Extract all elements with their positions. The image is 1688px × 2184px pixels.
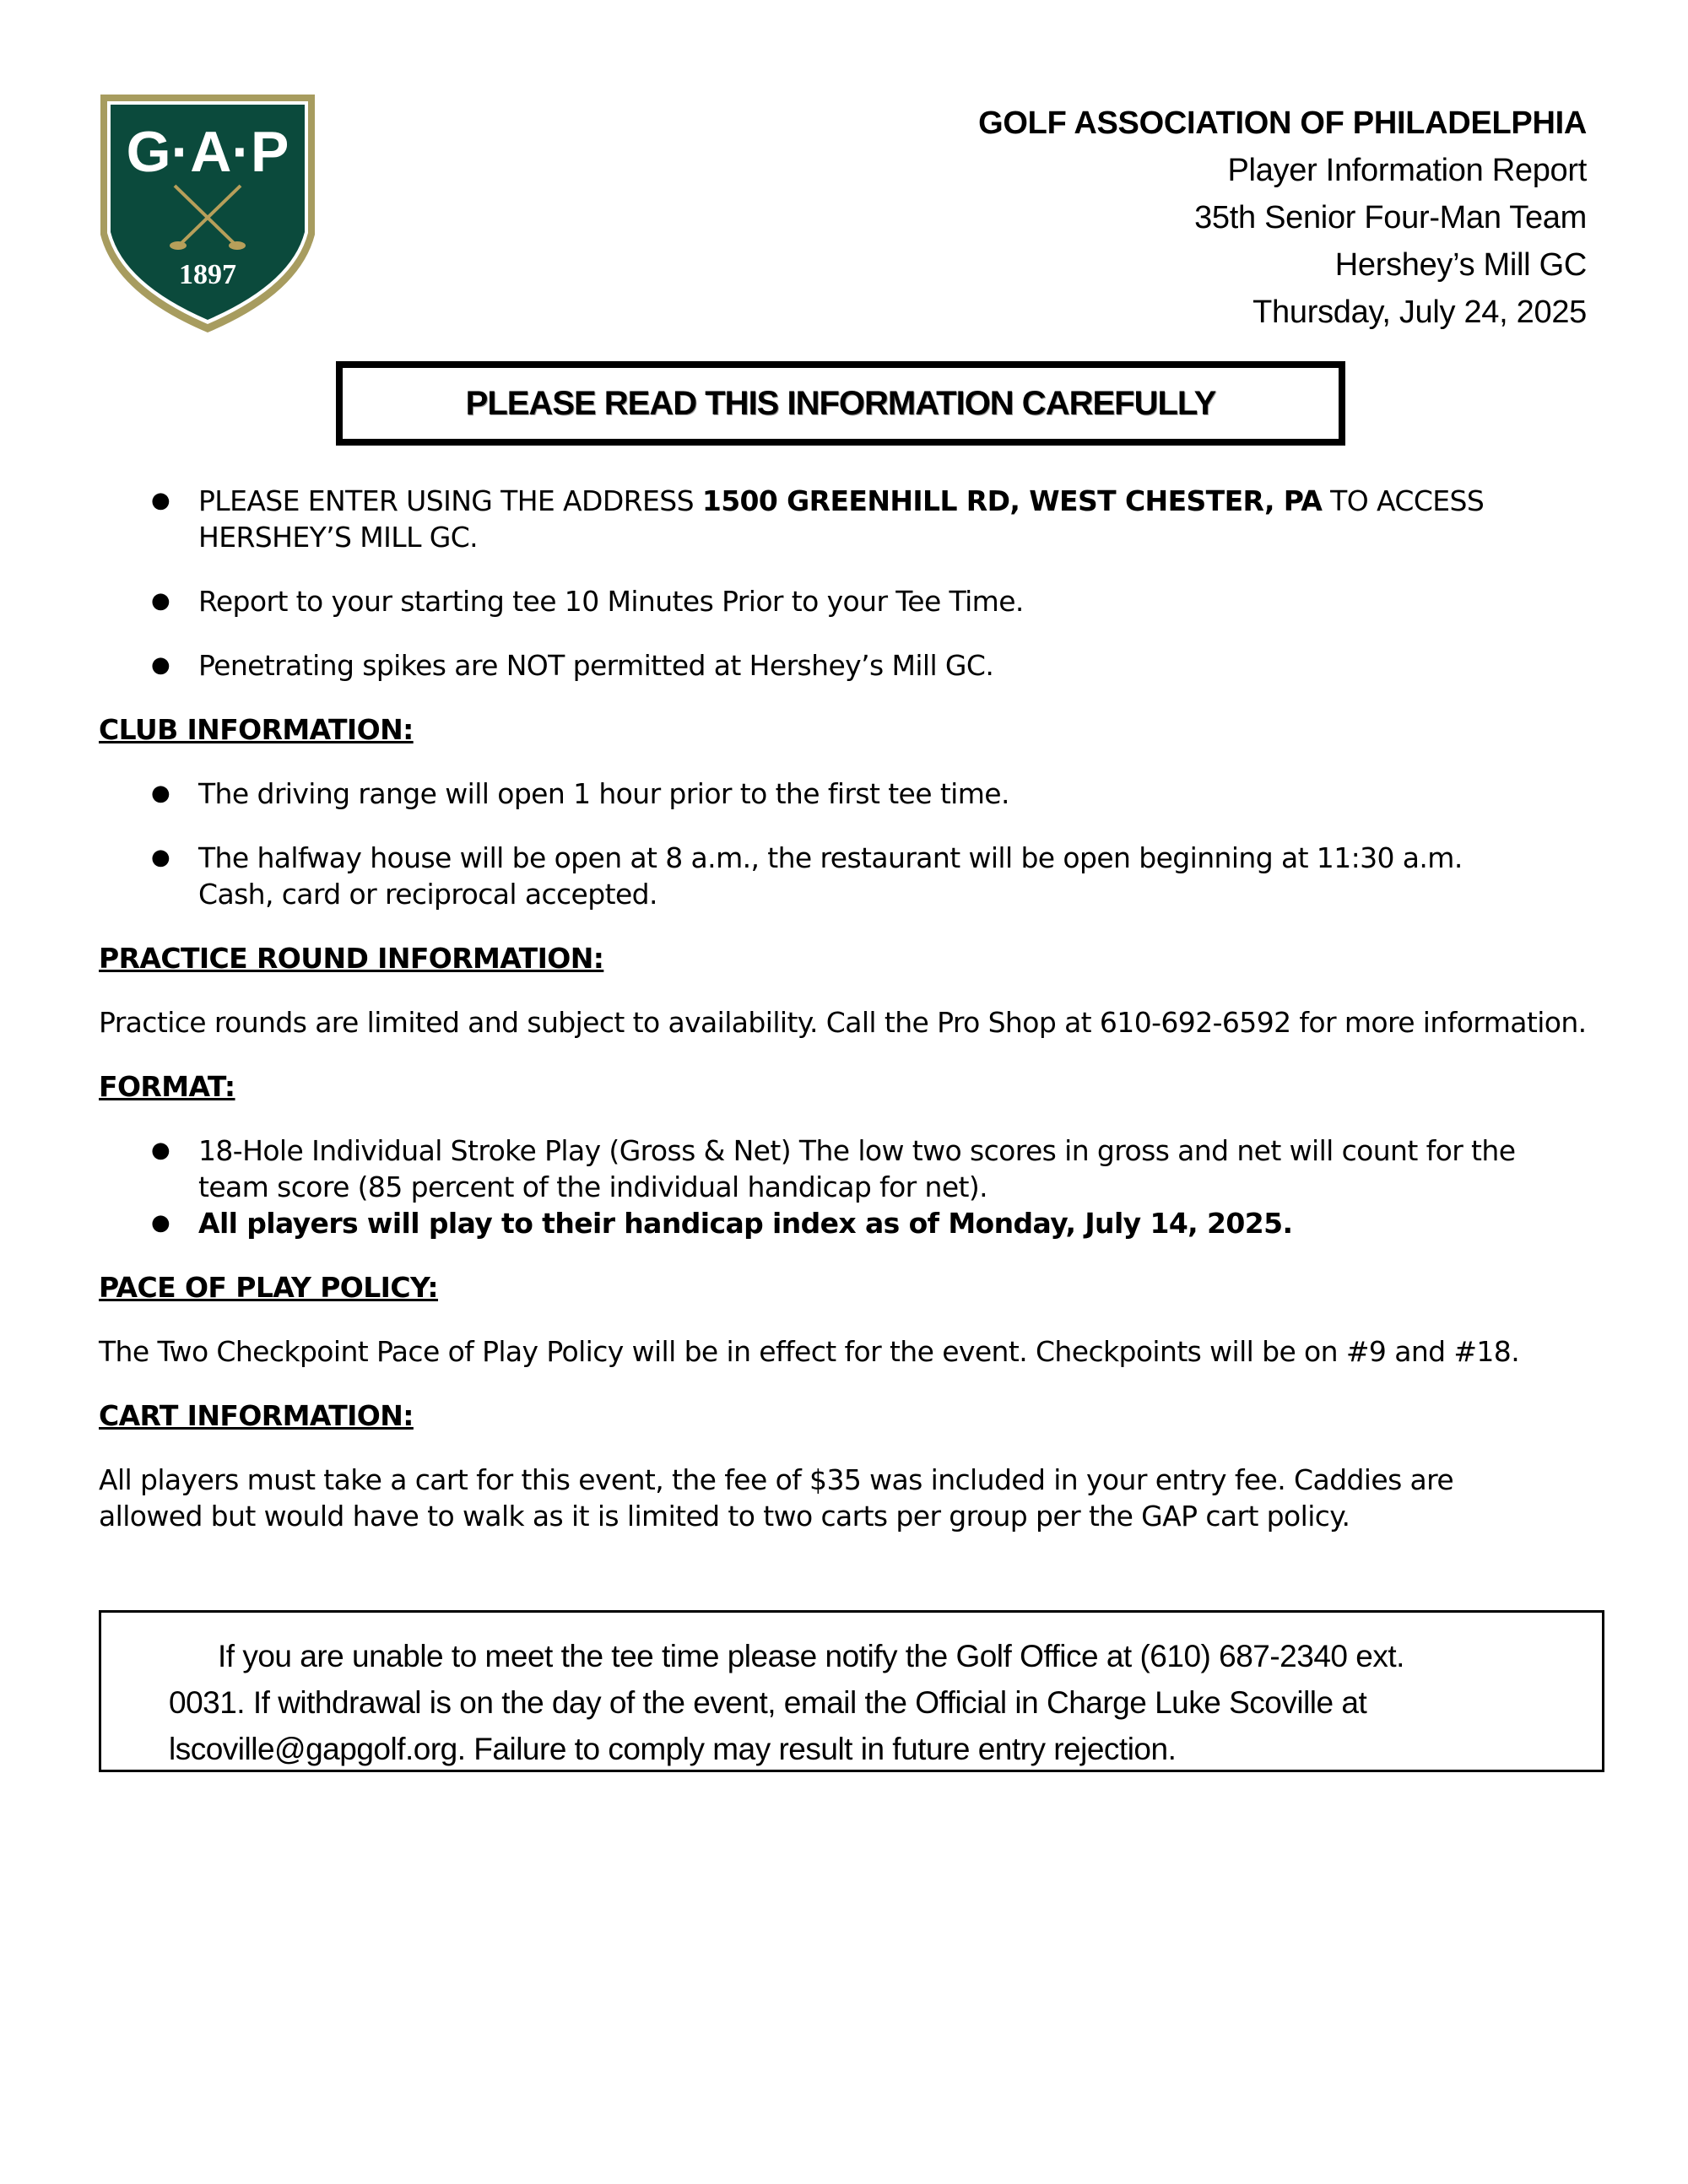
cart-information-text: All players must take a cart for this event, the fee of $35 was included in your entry fee. Caddies are allowed but would have to walk as it is limited to two carts per group per the GAP cart policy.: [99, 1463, 1454, 1533]
bullet-icon: ●: [151, 588, 170, 614]
bullet-icon: ●: [151, 652, 170, 678]
read-carefully-banner: [336, 361, 1345, 446]
practice-round-heading: PRACTICE ROUND INFORMATION:: [99, 942, 604, 975]
bullet-icon: ●: [151, 1138, 170, 1163]
organization-name: GOLF ASSOCIATION OF PHILADELPHIA: [978, 105, 1587, 141]
withdrawal-notice-line: If you are unable to meet the tee time please notify the Golf Office at (610) 687-2340 ext.: [218, 1639, 1404, 1673]
report-title: Player Information Report: [1227, 153, 1587, 188]
cart-information-heading: CART INFORMATION:: [99, 1399, 414, 1432]
svg-text:G·A·P: G·A·P: [126, 120, 289, 184]
list-item: ● All players will play to their handicap index as of Monday, July 14, 2025.: [151, 1207, 1293, 1240]
format-heading: FORMAT:: [99, 1070, 235, 1103]
address-text: 1500 GREENHILL RD, WEST CHESTER, PA: [701, 484, 1323, 517]
event-date: Thursday, July 24, 2025: [1252, 295, 1587, 330]
notice-text: PLEASE READ THIS INFORMATION CAREFULLY: [465, 384, 1216, 422]
pace-of-play-heading: PACE OF PLAY POLICY:: [99, 1271, 438, 1304]
shield-icon: [97, 91, 318, 336]
bullet-icon: ●: [151, 488, 170, 513]
document-header: [978, 100, 1587, 336]
list-item: ● 18-Hole Individual Stroke Play (Gross & Net) The low two scores in gross and net will count for the team score (85 percent of the individual handicap for net).: [151, 1134, 1516, 1203]
list-item: ● PLEASE ENTER USING THE ADDRESS 1500 GREENHILL RD, WEST CHESTER, PA TO ACCESS HERSHEY’S MILL GC.: [151, 484, 1485, 554]
bullet-icon: ●: [151, 781, 170, 806]
withdrawal-notice-line: lscoville@gapgolf.org. Failure to comply may result in future entry rejection.: [169, 1732, 1177, 1766]
practice-round-text: Practice rounds are limited and subject to availability. Call the Pro Shop at 610-692-6592 for more information.: [99, 1006, 1587, 1039]
withdrawal-notice-line: 0031. If withdrawal is on the day of the event, email the Official in Charge Luke Scoville at: [169, 1685, 1367, 1720]
pace-of-play-text: The Two Checkpoint Pace of Play Policy will be in effect for the event. Checkpoints will be on #9 and #18.: [99, 1335, 1520, 1368]
event-name: 35th Senior Four-Man Team: [1194, 200, 1587, 235]
list-item: ● The driving range will open 1 hour prior to the first tee time.: [151, 777, 1009, 810]
venue-name: Hershey’s Mill GC: [1334, 247, 1587, 283]
club-information-heading: CLUB INFORMATION:: [99, 713, 414, 746]
withdrawal-notice-box: [99, 1610, 1604, 1772]
gap-logo: [97, 91, 318, 336]
svg-text:1897: 1897: [179, 259, 236, 290]
list-item: ● The halfway house will be open at 8 a.m., the restaurant will be open beginning at 11:30 a.m. Cash, card or reciprocal accepted.: [151, 841, 1463, 911]
document-body: [99, 483, 1618, 1562]
bullet-icon: ●: [151, 845, 170, 870]
bullet-icon: ●: [151, 1210, 170, 1235]
list-item: ● Penetrating spikes are NOT permitted at Hershey’s Mill GC.: [151, 649, 994, 682]
list-item: ● Report to your starting tee 10 Minutes Prior to your Tee Time.: [151, 585, 1024, 618]
